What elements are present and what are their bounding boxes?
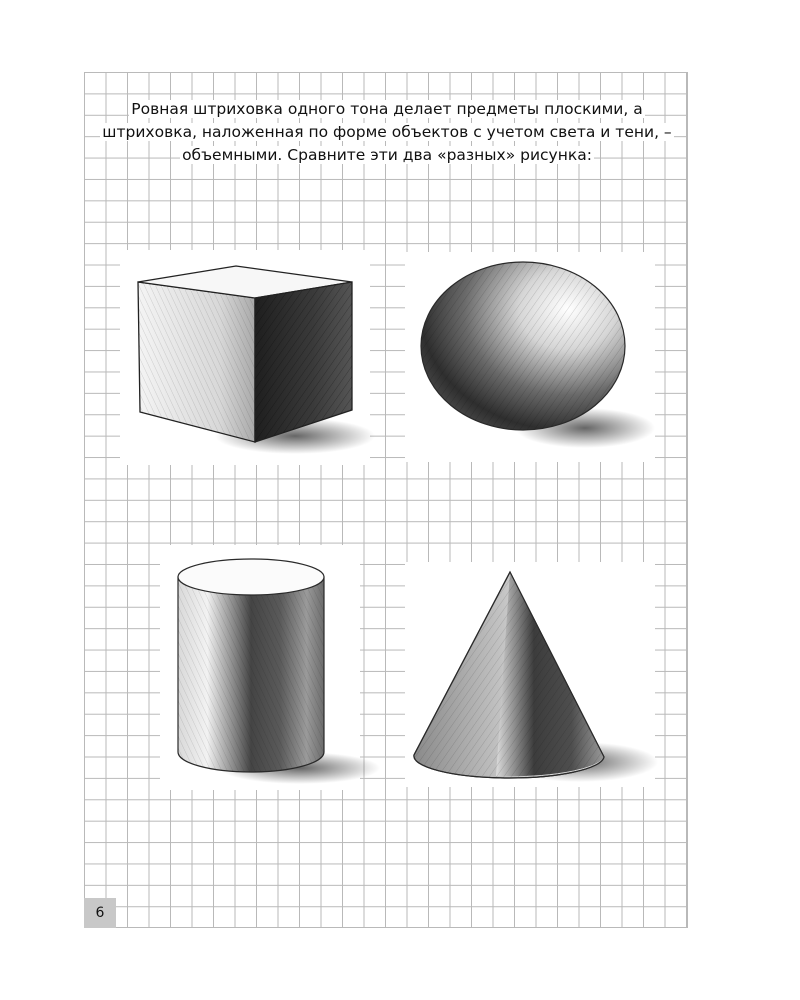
page-number: 6 xyxy=(84,898,116,928)
cone-drawing xyxy=(405,562,658,787)
intro-text: Ровная штриховка одного тона делает предметы плоскими, а штриховка, наложенная по форме объектов с учетом света и тени, – объемными. Сравните эти два «разных» рисунка: xyxy=(102,100,672,164)
sphere-drawing xyxy=(405,252,655,462)
cube-drawing xyxy=(120,250,375,465)
cylinder-drawing xyxy=(160,545,380,790)
